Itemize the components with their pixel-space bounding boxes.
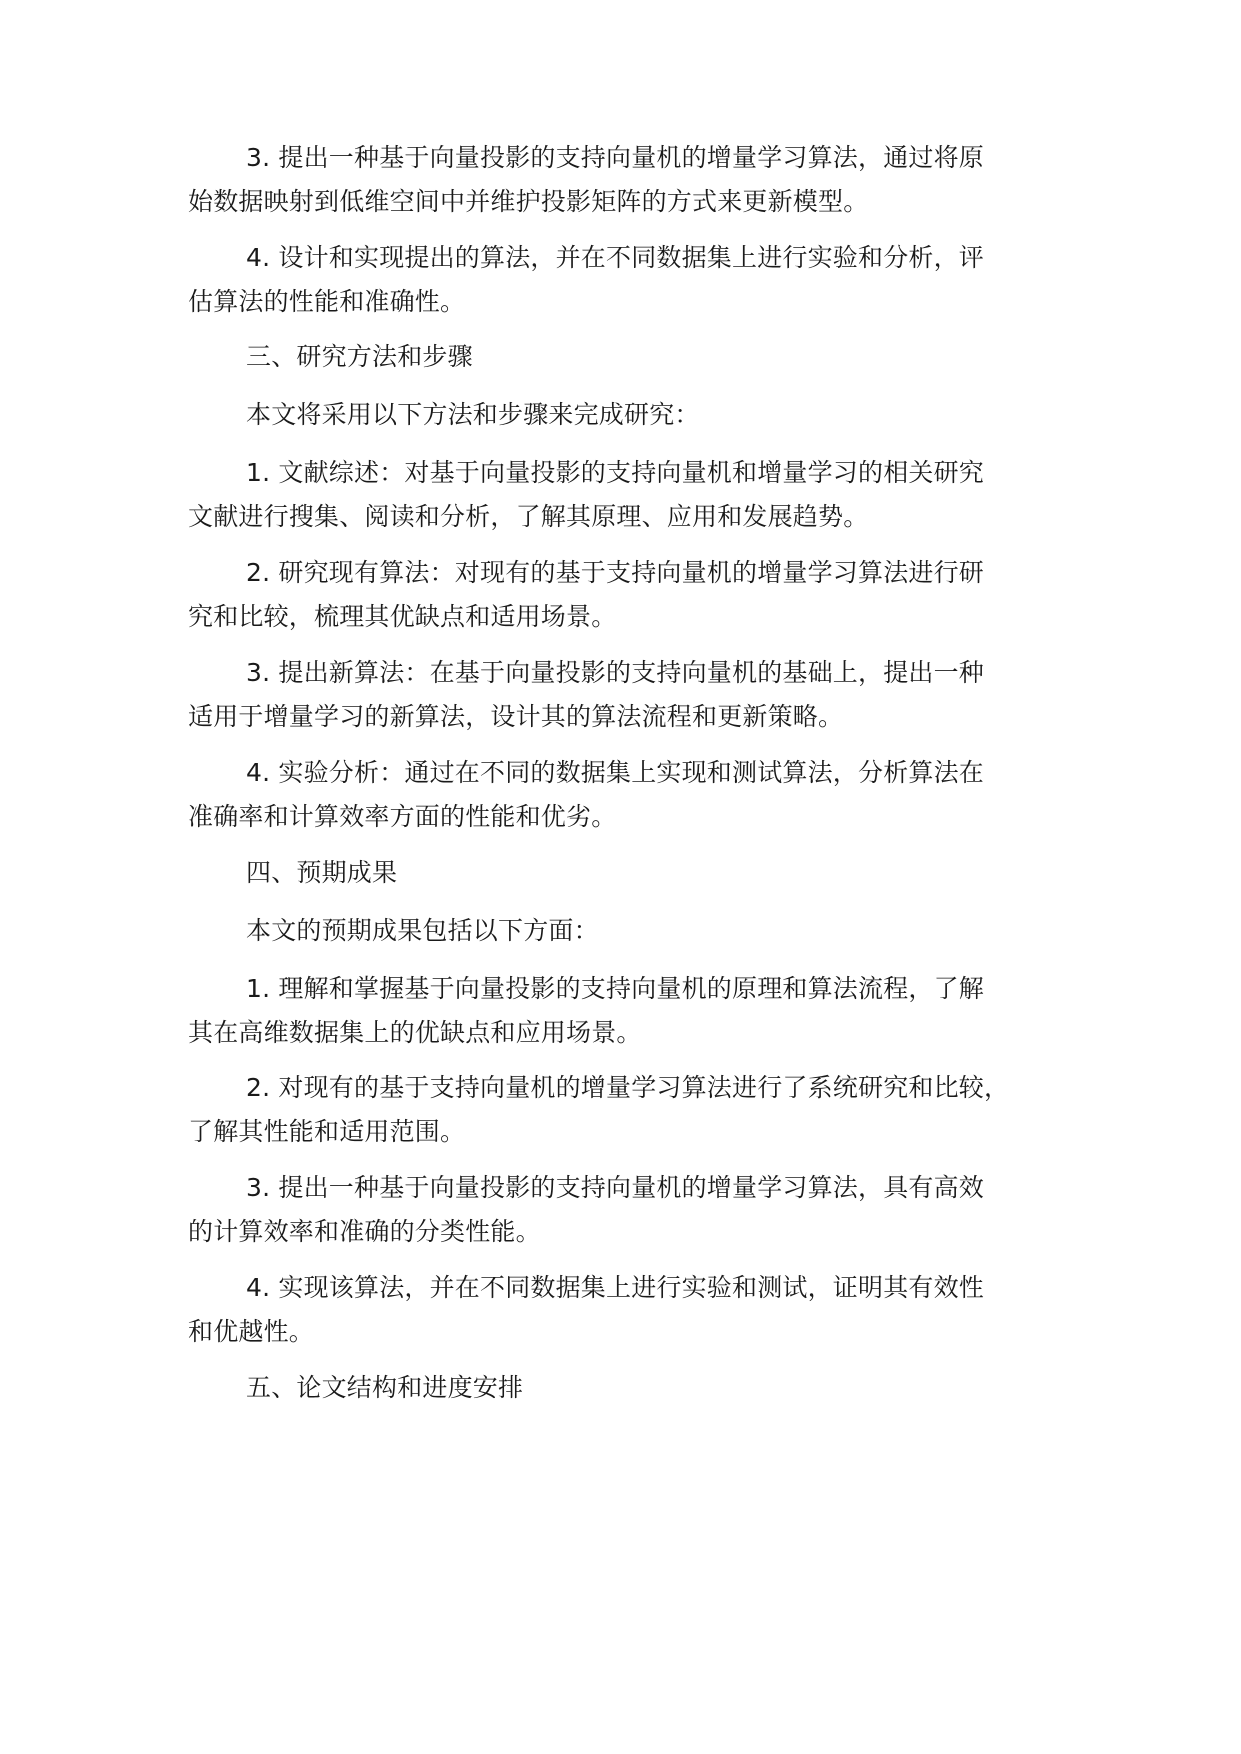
- paragraph-method-1: [188, 451, 1068, 539]
- paragraph-outcome-3: [188, 1166, 1068, 1254]
- paragraph-line: 2. 研究现有算法：对现有的基于支持向量机的增量学习算法进行研: [246, 558, 985, 587]
- paragraph-outcome-2: [188, 1066, 1068, 1154]
- section-heading-methods: [188, 335, 1068, 379]
- paragraph-line: 3. 提出一种基于向量投影的支持向量机的增量学习算法，通过将原: [246, 143, 985, 172]
- paragraph-line: 适用于增量学习的新算法，设计其的算法流程和更新策略。: [188, 702, 844, 731]
- paragraph-line: 其在高维数据集上的优缺点和应用场景。: [188, 1018, 642, 1047]
- paragraph-line: 本文将采用以下方法和步骤来完成研究：: [246, 400, 700, 429]
- paragraph-line: 4. 设计和实现提出的算法，并在不同数据集上进行实验和分析，评: [246, 243, 985, 272]
- paragraph-line: 4. 实验分析：通过在不同的数据集上实现和测试算法，分析算法在: [246, 758, 985, 787]
- paragraph-outcomes-intro: [188, 909, 1068, 953]
- paragraph-line: 4. 实现该算法，并在不同数据集上进行实验和测试，证明其有效性: [246, 1273, 985, 1302]
- paragraph-line: 究和比较，梳理其优缺点和适用场景。: [188, 602, 617, 631]
- section-heading-text: 三、研究方法和步骤: [246, 342, 473, 371]
- paragraph-line: 了解其性能和适用范围。: [188, 1117, 466, 1146]
- paragraph-line: 1. 文献综述：对基于向量投影的支持向量机和增量学习的相关研究: [246, 458, 985, 487]
- paragraph-goal-4: [188, 236, 1068, 324]
- paragraph-line: 文献进行搜集、阅读和分析，了解其原理、应用和发展趋势。: [188, 502, 869, 531]
- section-heading-structure: [188, 1366, 1068, 1410]
- paragraph-line: 的计算效率和准确的分类性能。: [188, 1217, 541, 1246]
- paragraph-methods-intro: [188, 393, 1068, 437]
- paragraph-line: 1. 理解和掌握基于向量投影的支持向量机的原理和算法流程，了解: [246, 974, 985, 1003]
- paragraph-method-4: [188, 751, 1068, 839]
- paragraph-outcome-4: [188, 1266, 1068, 1354]
- paragraph-method-3: [188, 651, 1068, 739]
- section-heading-outcomes: [188, 851, 1068, 895]
- paragraph-goal-3: [188, 136, 1068, 224]
- paragraph-line: 本文的预期成果包括以下方面：: [246, 916, 599, 945]
- document-page: [188, 0, 1068, 1754]
- section-heading-text: 四、预期成果: [246, 858, 398, 887]
- paragraph-line: 3. 提出一种基于向量投影的支持向量机的增量学习算法，具有高效: [246, 1173, 985, 1202]
- paragraph-outcome-1: [188, 967, 1068, 1055]
- section-heading-text: 五、论文结构和进度安排: [246, 1373, 524, 1402]
- paragraph-method-2: [188, 551, 1068, 639]
- paragraph-line: 估算法的性能和准确性。: [188, 287, 466, 316]
- paragraph-line: 和优越性。: [188, 1317, 315, 1346]
- paragraph-line: 准确率和计算效率方面的性能和优劣。: [188, 802, 617, 831]
- paragraph-line: 始数据映射到低维空间中并维护投影矩阵的方式来更新模型。: [188, 187, 869, 216]
- paragraph-line: 2. 对现有的基于支持向量机的增量学习算法进行了系统研究和比较，: [246, 1073, 1010, 1102]
- paragraph-line: 3. 提出新算法：在基于向量投影的支持向量机的基础上，提出一种: [246, 658, 985, 687]
